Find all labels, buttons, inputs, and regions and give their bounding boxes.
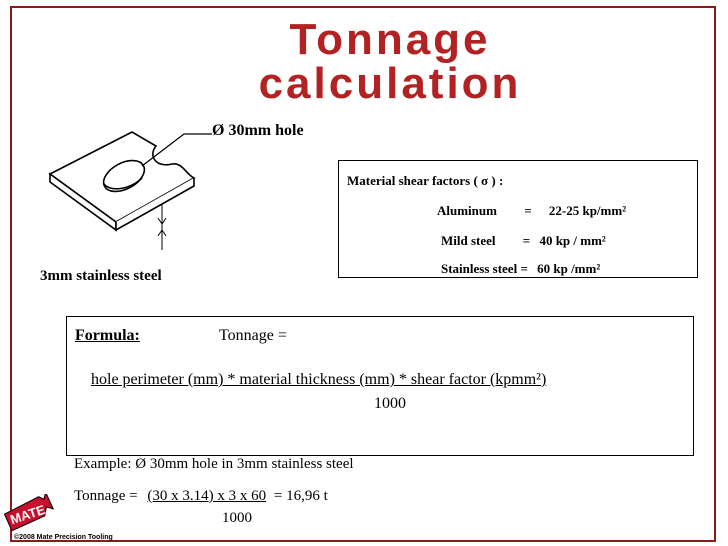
formula-numerator: hole perimeter (mm) * material thickness (mm) * shear factor (kpmm²) [91, 371, 547, 388]
example-text: Example: Ø 30mm hole in 3mm stainless steel [74, 456, 354, 472]
shear-value: 40 kp / mm² [539, 233, 606, 248]
mate-logo [4, 494, 58, 536]
tonnage-equals: Tonnage = [219, 327, 287, 344]
calc-denominator: 1000 [222, 510, 252, 526]
title-line-1: Tonnage [289, 15, 491, 64]
shear-equals: = [524, 203, 532, 218]
calc-numerator: (30 x 3.14) x 3 x 60 [147, 488, 267, 504]
shear-equals: = [522, 233, 531, 248]
shear-factors-title: Material shear factors ( σ ) : [347, 173, 504, 188]
formula-box [66, 316, 694, 456]
shear-value: 60 kp /mm² [537, 261, 601, 276]
formula-denominator: 1000 [374, 395, 406, 412]
logo-text: MATE [8, 501, 48, 528]
copyright-text: ©2008 Mate Precision Tooling [14, 534, 113, 541]
shear-material: Stainless steel = [441, 261, 528, 276]
shear-row-stainless-steel [441, 261, 600, 277]
material-thickness-label: 3mm stainless steel [40, 268, 162, 284]
calc-result: = 16,96 t [273, 488, 328, 504]
example-calculation [74, 488, 328, 505]
shear-material: Aluminum [437, 203, 497, 218]
calc-prefix: Tonnage = [74, 488, 138, 504]
hole-label: Ø 30mm hole [212, 122, 304, 139]
shear-material: Mild steel [441, 233, 496, 248]
shear-row-mild-steel [441, 233, 606, 249]
slide-title [210, 15, 570, 108]
shear-factors-box [338, 160, 698, 278]
formula-label: Formula: [75, 327, 140, 344]
shear-row-aluminum [437, 203, 626, 219]
title-line-2: calculation [258, 59, 522, 108]
shear-value: 22-25 kp/mm² [548, 203, 627, 218]
plate-drawing [44, 126, 234, 266]
